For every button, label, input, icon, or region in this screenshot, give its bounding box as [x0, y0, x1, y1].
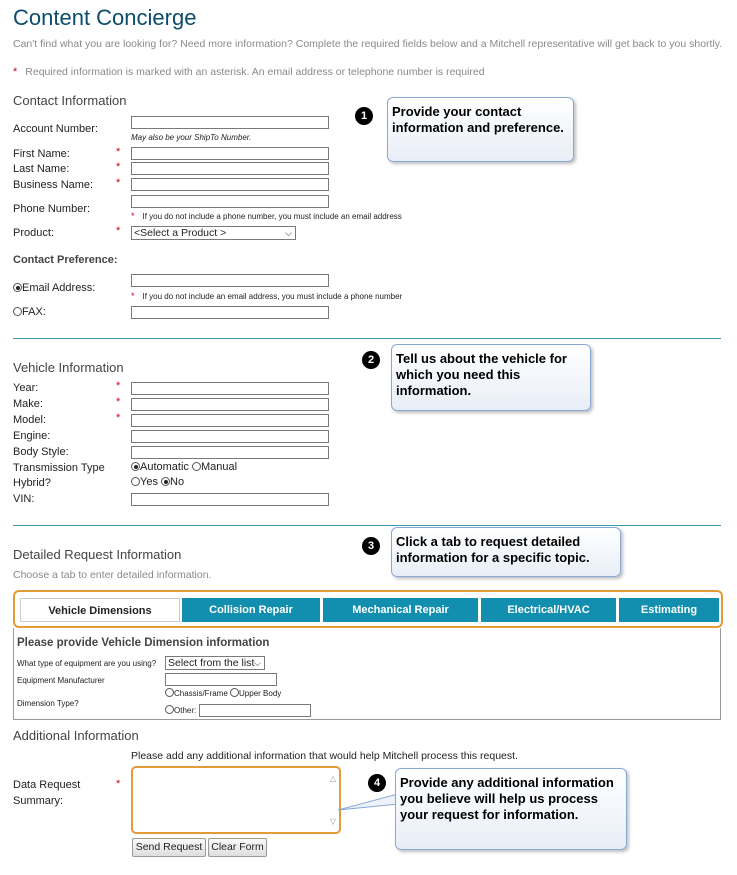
callout-2-badge: 2 [362, 351, 380, 369]
summary-label: Data Request [13, 779, 81, 791]
year-required: * [116, 380, 121, 392]
manual-label: Manual [200, 461, 238, 473]
chevron-down-icon: ⌵ [254, 658, 261, 668]
equipment-select[interactable] [165, 656, 265, 670]
callout-1: Provide your contact information and preference. [387, 97, 574, 162]
send-request-button[interactable]: Send Request [132, 838, 206, 857]
engine-input[interactable] [131, 430, 329, 443]
other-option [165, 705, 196, 715]
automatic-label: Automatic [140, 461, 189, 473]
intro-text: Can't find what you are looking for? Need more information? Complete the required fields below and a Mitchell representative will get back to you shortly. [13, 38, 723, 50]
email-radio[interactable] [13, 283, 22, 292]
last-name-label: Last Name: [13, 163, 70, 175]
section-divider [13, 525, 721, 526]
last-name-required: * [116, 161, 121, 173]
dimension-type-label: Dimension Type? [17, 699, 79, 708]
summary-required: * [116, 778, 121, 790]
other-label: Other: [174, 706, 197, 715]
transmission-label: Transmission Type [13, 462, 105, 474]
model-input[interactable] [131, 414, 329, 427]
body-style-label: Body Style: [13, 446, 69, 458]
contact-preference-label: Contact Preference: [13, 254, 118, 266]
make-label: Make: [13, 398, 43, 410]
fax-option[interactable] [13, 306, 46, 318]
contact-section-title: Contact Information [13, 93, 127, 108]
product-required: * [116, 225, 121, 237]
chassis-frame-label: Chassis/Frame [174, 689, 228, 698]
last-name-input[interactable] [131, 162, 329, 175]
detailed-section-title: Detailed Request Information [13, 547, 182, 562]
tab-collision-repair[interactable]: Collision Repair [182, 598, 320, 622]
callout-2: Tell us about the vehicle for which you need this information. [391, 344, 591, 411]
manufacturer-label: Equipment Manufacturer [17, 676, 105, 685]
callout-3: Click a tab to request detailed information for a specific topic. [391, 527, 621, 577]
automatic-radio[interactable] [131, 462, 140, 471]
phone-number-label: Phone Number: [13, 203, 91, 215]
vehicle-section-title: Vehicle Information [13, 360, 124, 375]
required-note [13, 66, 485, 78]
dimension-options [165, 688, 281, 698]
callout-4-pointer [336, 790, 402, 820]
email-address-input[interactable] [131, 274, 329, 287]
callout-3-badge: 3 [362, 537, 380, 555]
make-required: * [116, 396, 121, 408]
equipment-select-value: Select from the list [168, 657, 255, 669]
product-select-value: <Select a Product > [134, 227, 227, 239]
year-label: Year: [13, 382, 39, 394]
tab-electrical-hvac[interactable]: Electrical/HVAC [481, 598, 616, 622]
callout-4: Provide any additional information you believe will help us process your request for information. [395, 768, 627, 850]
manual-radio[interactable] [192, 462, 201, 471]
email-hint-asterisk: * [131, 291, 135, 301]
other-input[interactable] [199, 704, 311, 717]
scroll-down-icon[interactable]: ▽ [329, 817, 336, 826]
product-label: Product: [13, 227, 54, 239]
first-name-label: First Name: [13, 148, 70, 160]
business-name-required: * [116, 177, 121, 189]
panel-title: Please provide Vehicle Dimension information [17, 637, 270, 649]
section-divider [13, 338, 721, 339]
phone-hint [131, 211, 402, 221]
upper-body-radio[interactable] [230, 688, 239, 697]
business-name-input[interactable] [131, 178, 329, 191]
other-radio[interactable] [165, 705, 174, 714]
additional-section-title: Additional Information [13, 728, 139, 743]
hybrid-label: Hybrid? [13, 477, 51, 489]
product-select[interactable] [131, 226, 296, 240]
hybrid-no-label: No [170, 476, 185, 488]
hybrid-options [131, 476, 184, 488]
first-name-input[interactable] [131, 147, 329, 160]
required-asterisk: * [13, 66, 18, 78]
phone-hint-text: If you do not include a phone number, you must include an email address [142, 212, 402, 221]
email-address-label: Email Address: [22, 282, 96, 294]
model-label: Model: [13, 414, 47, 426]
page-title: Content Concierge [13, 5, 197, 30]
tabs-container [13, 590, 723, 628]
vin-input[interactable] [131, 493, 329, 506]
detailed-subtitle: Choose a tab to enter detailed information. [13, 569, 212, 581]
account-number-hint: May also be your ShipTo Number. [131, 133, 252, 142]
hybrid-yes-label: Yes [140, 476, 158, 488]
model-required: * [116, 412, 121, 424]
transmission-options [131, 461, 237, 473]
callout-4-badge: 4 [368, 774, 386, 792]
email-hint-text: If you do not include an email address, you must include a phone number [142, 292, 403, 301]
phone-hint-asterisk: * [131, 211, 135, 221]
fax-input[interactable] [131, 306, 329, 319]
email-hint [131, 291, 402, 301]
chevron-down-icon: ⌵ [285, 228, 292, 238]
data-request-summary-textarea[interactable] [131, 766, 341, 834]
business-name-label: Business Name: [13, 179, 94, 191]
phone-number-input[interactable] [131, 195, 329, 208]
account-number-label: Account Number: [13, 123, 98, 135]
clear-form-button[interactable]: Clear Form [208, 838, 267, 857]
tab-estimating[interactable]: Estimating [619, 598, 719, 622]
tab-vehicle-dimensions[interactable]: Vehicle Dimensions [20, 598, 180, 622]
make-input[interactable] [131, 398, 329, 411]
required-note-text: Required information is marked with an asterisk. An email address or telephone number is required [25, 66, 485, 78]
fax-radio[interactable] [13, 307, 22, 316]
chassis-frame-radio[interactable] [165, 688, 174, 697]
hybrid-no-radio[interactable] [161, 477, 170, 486]
scroll-up-icon[interactable]: △ [329, 774, 336, 783]
manufacturer-input[interactable] [165, 673, 277, 686]
engine-label: Engine: [13, 430, 51, 442]
additional-instruction: Please add any additional information that would help Mitchell process this request. [131, 750, 518, 762]
tab-mechanical-repair[interactable]: Mechanical Repair [323, 598, 478, 622]
body-style-input[interactable] [131, 446, 329, 459]
fax-label: FAX: [22, 306, 46, 318]
vin-label: VIN: [13, 493, 35, 505]
email-option[interactable] [13, 282, 95, 294]
hybrid-yes-radio[interactable] [131, 477, 140, 486]
callout-1-badge: 1 [355, 107, 373, 125]
account-number-input[interactable] [131, 116, 329, 129]
summary-label-line2: Summary: [13, 795, 64, 807]
first-name-required: * [116, 146, 121, 158]
equipment-question: What type of equipment are you using? [17, 659, 157, 668]
year-input[interactable] [131, 382, 329, 395]
upper-body-label: Upper Body [239, 689, 282, 698]
